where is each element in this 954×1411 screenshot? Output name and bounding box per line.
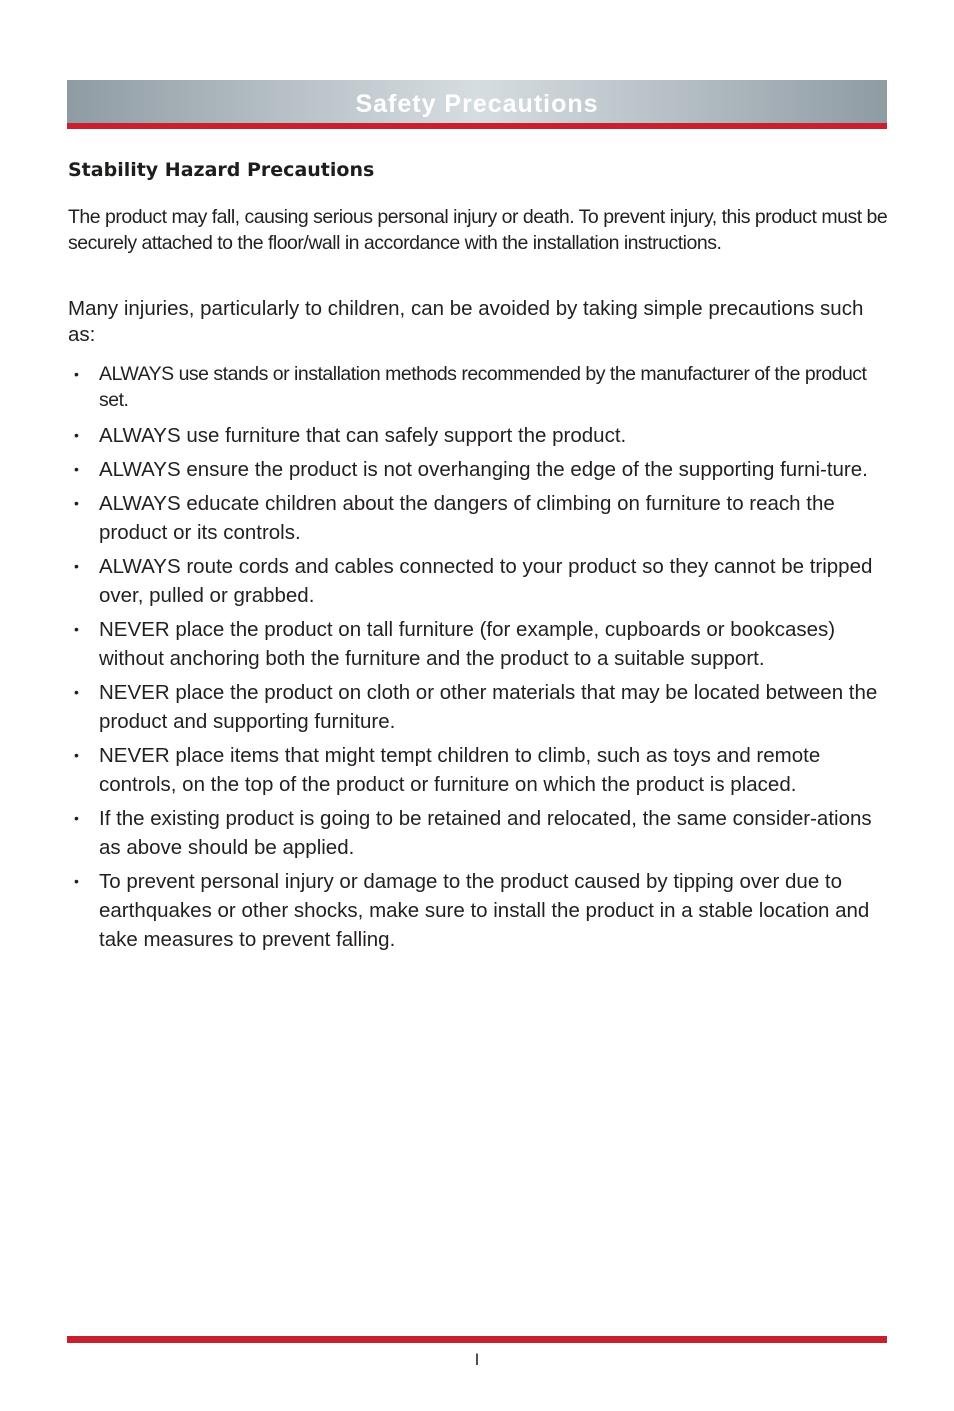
bullet-icon: •: [74, 873, 79, 889]
page-header-band: [67, 80, 887, 123]
list-item: [68, 615, 883, 673]
list-item-text: ALWAYS use furniture that can safely support the product.: [99, 424, 627, 447]
bullet-icon: •: [74, 621, 79, 637]
list-item: [68, 361, 883, 413]
list-item: [68, 867, 883, 954]
list-item-text: ALWAYS educate children about the dangers of climbing on furniture to reach the product or its controls.: [99, 492, 835, 544]
bullet-icon: •: [74, 495, 79, 511]
bullet-icon: •: [74, 747, 79, 763]
page-number: I: [474, 1350, 480, 1369]
lead-paragraph: Many injuries, particularly to children, can be avoided by taking simple precautions such as:: [68, 297, 864, 346]
header-divider: [67, 123, 887, 129]
page-title: Safety Precautions: [355, 90, 599, 118]
bullet-icon: •: [74, 684, 79, 700]
list-item-text: NEVER place the product on tall furniture (for example, cupboards or bookcases) without anchoring both the furniture and the product to a suitable support.: [99, 618, 836, 670]
list-item-text: If the existing product is going to be retained and relocated, the same consider-ations as above should be applied.: [99, 807, 872, 859]
section-heading: Stability Hazard Precautions: [68, 159, 375, 181]
list-item: [68, 489, 883, 547]
list-item: [68, 804, 883, 862]
list-item-text: ALWAYS use stands or installation methods recommended by the manufacturer of the product set.: [99, 363, 867, 411]
list-item: [68, 678, 883, 736]
precautions-list: [68, 361, 883, 959]
list-item: [68, 552, 883, 610]
list-item: [68, 741, 883, 799]
list-item-text: ALWAYS ensure the product is not overhanging the edge of the supporting furni-ture.: [99, 458, 868, 481]
list-item-text: To prevent personal injury or damage to the product caused by tipping over due to earthquakes or other shocks, make sure to install the product in a stable location and take measures to prevent falling.: [99, 870, 870, 951]
bullet-icon: •: [74, 427, 79, 443]
list-item: [68, 455, 883, 484]
intro-paragraph: The product may fall, causing serious personal injury or death. To prevent injury, this product must be securely attached to the floor/wall in accordance with the installation instructions.: [68, 206, 888, 254]
footer-divider: [67, 1336, 887, 1343]
bullet-icon: •: [74, 366, 79, 382]
list-item-text: NEVER place items that might tempt children to climb, such as toys and remote controls, on the top of the product or furniture on which the product is placed.: [99, 744, 821, 796]
list-item-text: ALWAYS route cords and cables connected to your product so they cannot be tripped over, pulled or grabbed.: [99, 555, 873, 607]
bullet-icon: •: [74, 558, 79, 574]
bullet-icon: •: [74, 461, 79, 477]
list-item-text: NEVER place the product on cloth or other materials that may be located between the product and supporting furniture.: [99, 681, 878, 733]
bullet-icon: •: [74, 810, 79, 826]
list-item: [68, 421, 883, 450]
